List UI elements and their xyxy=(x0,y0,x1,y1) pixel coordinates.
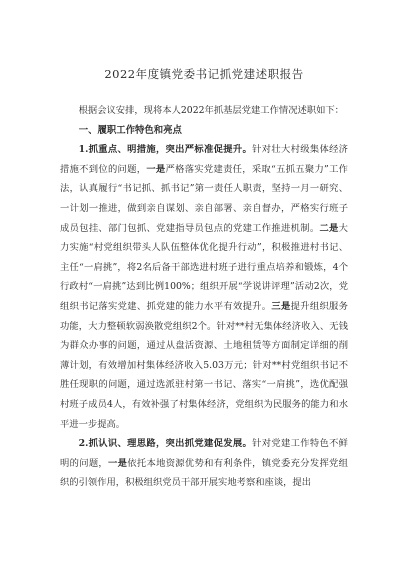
item-1-keyword-2: 二是 xyxy=(319,222,339,234)
item-1-keyword-1: 一是 xyxy=(146,163,166,175)
item-1-text-4: 提升组织服务功能，大力整顿软弱涣散党组织2个。针对**村无集体经济收入、无钱为群众办事的问题，通过从盘活资源、土地租赁等方面制定详细的削薄计划，有效增加村集体经济收入5.03万元；针对**村党组织书记不胜任现职的问题，通过选派驻村第一书记、落实“一肩挑”，选优配强村班子成员4人，有效补强了村集体经济，党组织为民服务的能力和水平进一步提高。 xyxy=(60,300,348,430)
item-1-text-1: 针对壮大村级集体经济措施不到位的问题， xyxy=(60,144,348,175)
item-1-keyword-3: 三是 xyxy=(271,300,291,312)
item-1-text-2: 严格落实党建责任，采取“五抓五聚力”工作法，认真履行“书记抓、抓书记”第一责任人职责，坚持一月一研究、一计划一推进，做到亲自谋划、亲自部署、亲自督办，严格实行班子成员包挂、部门包抓、党建指导员包点的党建工作推进机制。 xyxy=(60,163,348,234)
item-2-text-2: 依托本地资源优势和有利条件，镇党委充分发挥党组织的引领作用，积极组织党员干部开展实地考察和座谈，提出 xyxy=(60,457,348,489)
item-2-keyword-1: 一是 xyxy=(108,457,128,469)
section-heading: 一、履职工作特色和亮点 xyxy=(78,124,182,136)
intro-paragraph: 根据会议安排，现将本人2022年抓基层党建工作情况述职如下： xyxy=(78,105,344,116)
item-1-text-3: 大力实施“村党组织带头人队伍整体优化提升行动”，积极推进村书记、主任“一肩挑”，将2名后备干部选进村班子进行重点培养和锻炼，4个行政村“一肩挑”达到比例100%；组织开展“学说讲评理”活动2次，党组织书记落实党建、抓党建的能力水平有效提升。 xyxy=(60,222,348,312)
item-1-paragraph xyxy=(60,140,348,434)
item-2-text-1: 针对党建工作特色不鲜明的问题， xyxy=(60,438,348,469)
document-title: 2022年度镇党委书记抓党建述职报告 xyxy=(104,67,304,81)
item-2-lead: 2.抓认识、理思路，突出抓党建促发展。 xyxy=(78,438,253,450)
item-2-paragraph xyxy=(60,434,348,493)
item-1-lead: 1.抓重点、明措施，突出严标准促提升。 xyxy=(78,144,253,156)
